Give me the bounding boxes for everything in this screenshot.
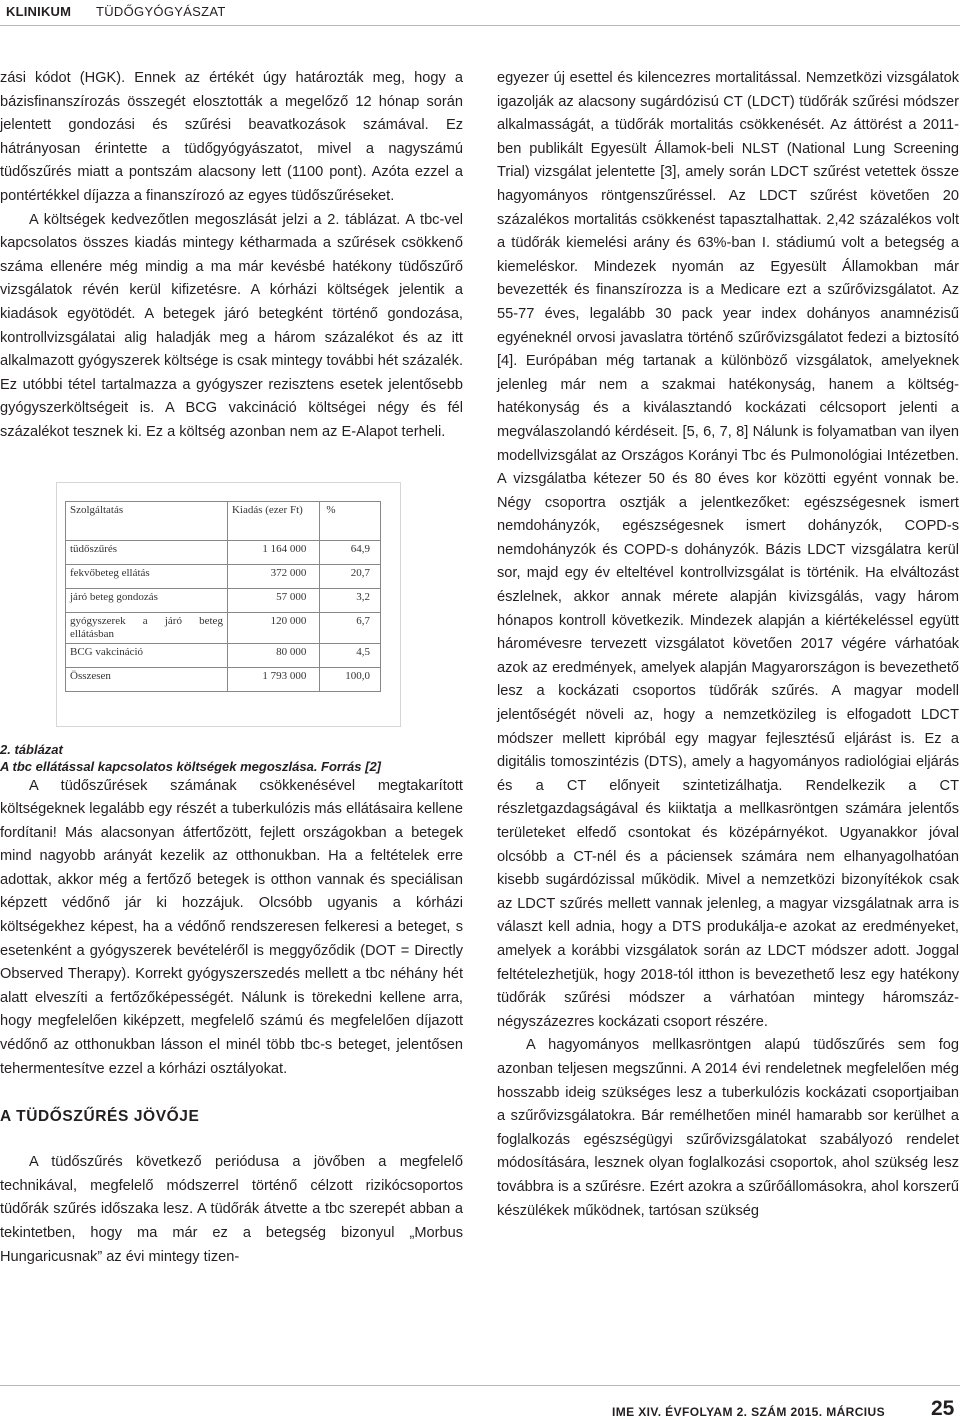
table-cell-service: tüdőszűrés bbox=[66, 540, 228, 564]
page-header bbox=[0, 0, 960, 24]
page-footer bbox=[0, 1385, 960, 1423]
table-cell-percent: 20,7 bbox=[320, 564, 381, 588]
table-header-row bbox=[66, 501, 381, 540]
table-row bbox=[66, 564, 381, 588]
table-row-total bbox=[66, 667, 381, 691]
table-row bbox=[66, 588, 381, 612]
table-header-cell: Kiadás (ezer Ft) bbox=[227, 501, 319, 540]
header-section: TÜDŐGYÓGYÁSZAT bbox=[96, 4, 226, 19]
table-cell-amount: 57 000 bbox=[227, 588, 319, 612]
table-cell-percent: 6,7 bbox=[320, 612, 381, 643]
left-column bbox=[0, 67, 463, 1269]
left-paragraph-4: A tüdőszűrés következő periódusa a jövőben a megfelelő technikával, megfelelő módszerrel történő célzott rizikócsoportos tüdőrák szűrés időszaka lesz. A tüdőrák átvette a tbc szerepét abban a tekintetben, hogy ma már ez a betegség bizonyul „Morbus Hungaricusnak” az évi mintegy tizen- bbox=[0, 1154, 463, 1265]
cost-table bbox=[65, 501, 381, 692]
table-cell-service: Összesen bbox=[66, 667, 228, 691]
table-cell-percent: 3,2 bbox=[320, 588, 381, 612]
table-header-cell: Szolgáltatás bbox=[66, 501, 228, 540]
journal-issue: IME XIV. ÉVFOLYAM 2. SZÁM 2015. MÁRCIUS bbox=[612, 1405, 886, 1419]
right-paragraph-2: A hagyományos mellkasröntgen alapú tüdőszűrés sem fog azonban teljesen megszűnni. A 2014 évi rendeletnek megfelelően még hosszabb ideig szükséges lesz a tuberkulózis kockázati csoportjaiban a szűrővizsgálatokra. Bár remélhetően minél hamarabb sor kerülhet a foglalkozás egészségügyi szűrővizsgálatokat szabályozó rendelet módosítására, lesznek olyan foglalkozási csoportok, ahol szükség lesz továbbra is a szűrésre. Ezért azokra a szűrőállomásokra, ahol korszerű készülékek működnek, tartósan szükség bbox=[497, 1037, 959, 1219]
section-heading: A TÜDŐSZŰRÉS JÖVŐJE bbox=[0, 1108, 200, 1126]
left-paragraph-2: A költségek kedvezőtlen megoszlását jelzi a 2. táblázat. A tbc-vel kapcsolatos összes kiadás mintegy kétharmada a szűrések csökkenő száma ellenére még mindig a ma már kevésbé hatékony tüdőszűrő vizsgálatok révén kerül kifizetésre. A kórházi költségek jelentik a kiadások egyötödét. A betegek járó betegként történő gondozása, kontrollvizsgálatai alig haladják meg a három százalékot és az itt alkalmazott gyógyszerek költsége is csak mintegy további hét százalék. Ez utóbbi tétel tartalmazza a gyógyszer rezisztens esetek jelentősebb gyógyszerköltségeit is. A BCG vakcináció költségei négy és fél százalékot tesznek ki. Ez a költség azonban nem az E-Alapot terheli. bbox=[0, 211, 463, 440]
table-cell-amount: 1 793 000 bbox=[227, 667, 319, 691]
table-cell-amount: 80 000 bbox=[227, 643, 319, 667]
table-cell-service: fekvőbeteg ellátás bbox=[66, 564, 228, 588]
table-cell-percent: 100,0 bbox=[320, 667, 381, 691]
table-row bbox=[66, 643, 381, 667]
table-cell-percent: 64,9 bbox=[320, 540, 381, 564]
table-cell-service: BCG vakcináció bbox=[66, 643, 228, 667]
table-cell-amount: 372 000 bbox=[227, 564, 319, 588]
footer-divider bbox=[0, 1385, 960, 1386]
table-caption-number: 2. táblázat bbox=[0, 741, 63, 757]
header-divider bbox=[0, 25, 960, 26]
left-paragraph-1: zási kódot (HGK). Ennek az értékét úgy határozták meg, hogy a bázisfinanszírozás összegét elosztották a megelőző 12 hónap során jelentett gondozási és szűrési beavatkozások számával. Ez hátrányosan érintette a tüdőgyógyászatot, mivel a nagyszámú tüdőszűrés miatt a pontszám alacsony lett (1100 pont). Azóta ezzel a pontértékkel díjazza a finanszírozó az egyes tüdőszűréseket. bbox=[0, 70, 463, 204]
right-column bbox=[497, 67, 959, 1223]
page-number: 25 bbox=[931, 1397, 955, 1420]
table-cell-service: járó beteg gondozás bbox=[66, 588, 228, 612]
table-cell-amount: 1 164 000 bbox=[227, 540, 319, 564]
table-cell-amount: 120 000 bbox=[227, 612, 319, 643]
table-header-cell: % bbox=[320, 501, 381, 540]
table-caption-text: A tbc ellátással kapcsolatos költségek megoszlása. Forrás [2] bbox=[0, 758, 382, 774]
right-paragraph-1: egyezer új esettel és kilencezres mortalitással. Nemzetközi vizsgálatok igazolják az alacsony sugárdózisú CT (LDCT) tüdőrák szűrési módszer alkalmasságát, a tüdőrák mortalitás csökkenését. Az áttörést a 2011-ben publikált Egyesült Államok-beli NLST (National Lung Screening Trial) vizsgálat jelentette [3], amely során LDCT szűrést vetettek össze hagyományos röntgenszűréssel. Az LDCT szűrést követően 20 százalékos mortalitás csökkenést tapasztalhattak. 2,42 százalékos volt a tüdőrák kiemelési arány és 63%-ban I. stádiumú volt a betegség a kiemeléskor. Mindezek nyomán az Egyesült Államokban már bevezették és finanszírozza is a Medicare ezt a szűrővizsgálatot. Az 55-77 éves, legalább 30 pack year index dohányos anamnézisű egyéneknél orvosi javaslatra történő szűrővizsgálatot fedezi a biztosító [4]. Európában még tartanak a különböző vizsgálatok, amelyeknek jelenleg már nem a szakmai hatékonyság, hanem a költség-hatékonyság és a kiválasztandó kockázati célcsoport jelenti a megválaszolandó kérdéseit. [5, 6, 7, 8] Nálunk is folyamatban van ilyen modellvizsgálat az Országos Korányi Tbc és Pulmonológiai Intézetben. A vizsgálatba kétezer 50 és 80 éves kor közötti egyént vonnak be. Négy csoportra osztják a jelentkezőket: egészségesnek ismert nemdohányzók, egészségesnek ismert dohányzók, COPD-s nemdohányzók és COPD-s dohányzók. Bázis LDCT vizsgálatra kerül sor, majd egy év elteltével kontrollvizsgálat is történik. Ha elváltozást észlelnek, akkor annak mérete alapján kivizsgálás, vagy három hónapos kontroll következik. Mindezek alapján a kiértékeléssel együtt háromévesre tervezett vizsgálatot követően 2017 végére várhatóak azok az eredmények, amelyek alapján Magyarországon is bevezethető lesz a kockázati csoportos tüdőrák szűrés. A magyar modell jelentőségét növeli az, hogy a nemzetközileg is elfogadott LDCT módszer mellett kipróbál egy magyar fejlesztésű eljárást is. Ez a digitális tomoszintézis (DTS), amely a hagyományos radiológiai eljárás és a CT előnyeit szintetizálhatja. Rendelkezik a CT részletgazdagságával és kiiktatja a mellkasröntgen számára jelentős területeket elfedő csontokat és középárnyékot. Ugyanakkor jóval olcsóbb a CT-nél és a páciensek számára nem elhanyagolhatóan kisebb sugárdózissal működik. Mivel a nemzetközi bizonyítékok csak az LDCT szűrés mellett vannak jelenleg, a magyar vizsgálatnak arra is választ kell adnia, hogy a DTS produkálja-e azokat az eredményeket, amelyek a korábbi vizsgálatok során az LDCT módszer adott. Joggal feltételezhetjük, hogy 2018-tól itthon is bevezethető lesz egy hatékony tüdőrák szűrési módszer a várhatóan mintegy háromszáz-négyszázezres kockázati csoport részére. bbox=[497, 70, 959, 1030]
table-caption bbox=[0, 741, 463, 775]
cost-table-figure bbox=[56, 482, 401, 727]
table-row bbox=[66, 612, 381, 643]
table-row bbox=[66, 540, 381, 564]
table-cell-service: gyógyszerek a járó beteg ellátásban bbox=[66, 612, 228, 643]
header-category: KLINIKUM bbox=[6, 4, 72, 19]
left-paragraph-3: A tüdőszűrések számának csökkenésével megtakarított költségeknek legalább egy részét a tuberkulózis más ellátásaira kellene fordítani! Más alacsonyan átfertőzött, fejlett országokban a betegek mind nagyobb arányát kezelik az otthonukban. Ha a feltételek erre adottak, akkor még a fertőző betegek is otthon vannak és speciálisan képzett védőnő jár ki hozzájuk. Olcsóbb ugyanis a kórházi költségekhez képest, ha a védőnő rendszeresen felkeresi a beteget, s esetenként a gyógyszerek bevételéről is meggyőződik (DOT = Directly Observed Therapy). Korrekt gyógyszerszedés mellett a tbc néhány hét alatt elveszíti a fertőzőképességét. Nálunk is törekedni kellene arra, hogy megfelelően kiképzett, megfelelő számú és megfelelően díjazott védőnő az otthonukban lásson el minél több tbc-s beteget, jelentősen tehermentesítve ezzel a kórházi osztályokat. bbox=[0, 777, 463, 1077]
table-cell-percent: 4,5 bbox=[320, 643, 381, 667]
